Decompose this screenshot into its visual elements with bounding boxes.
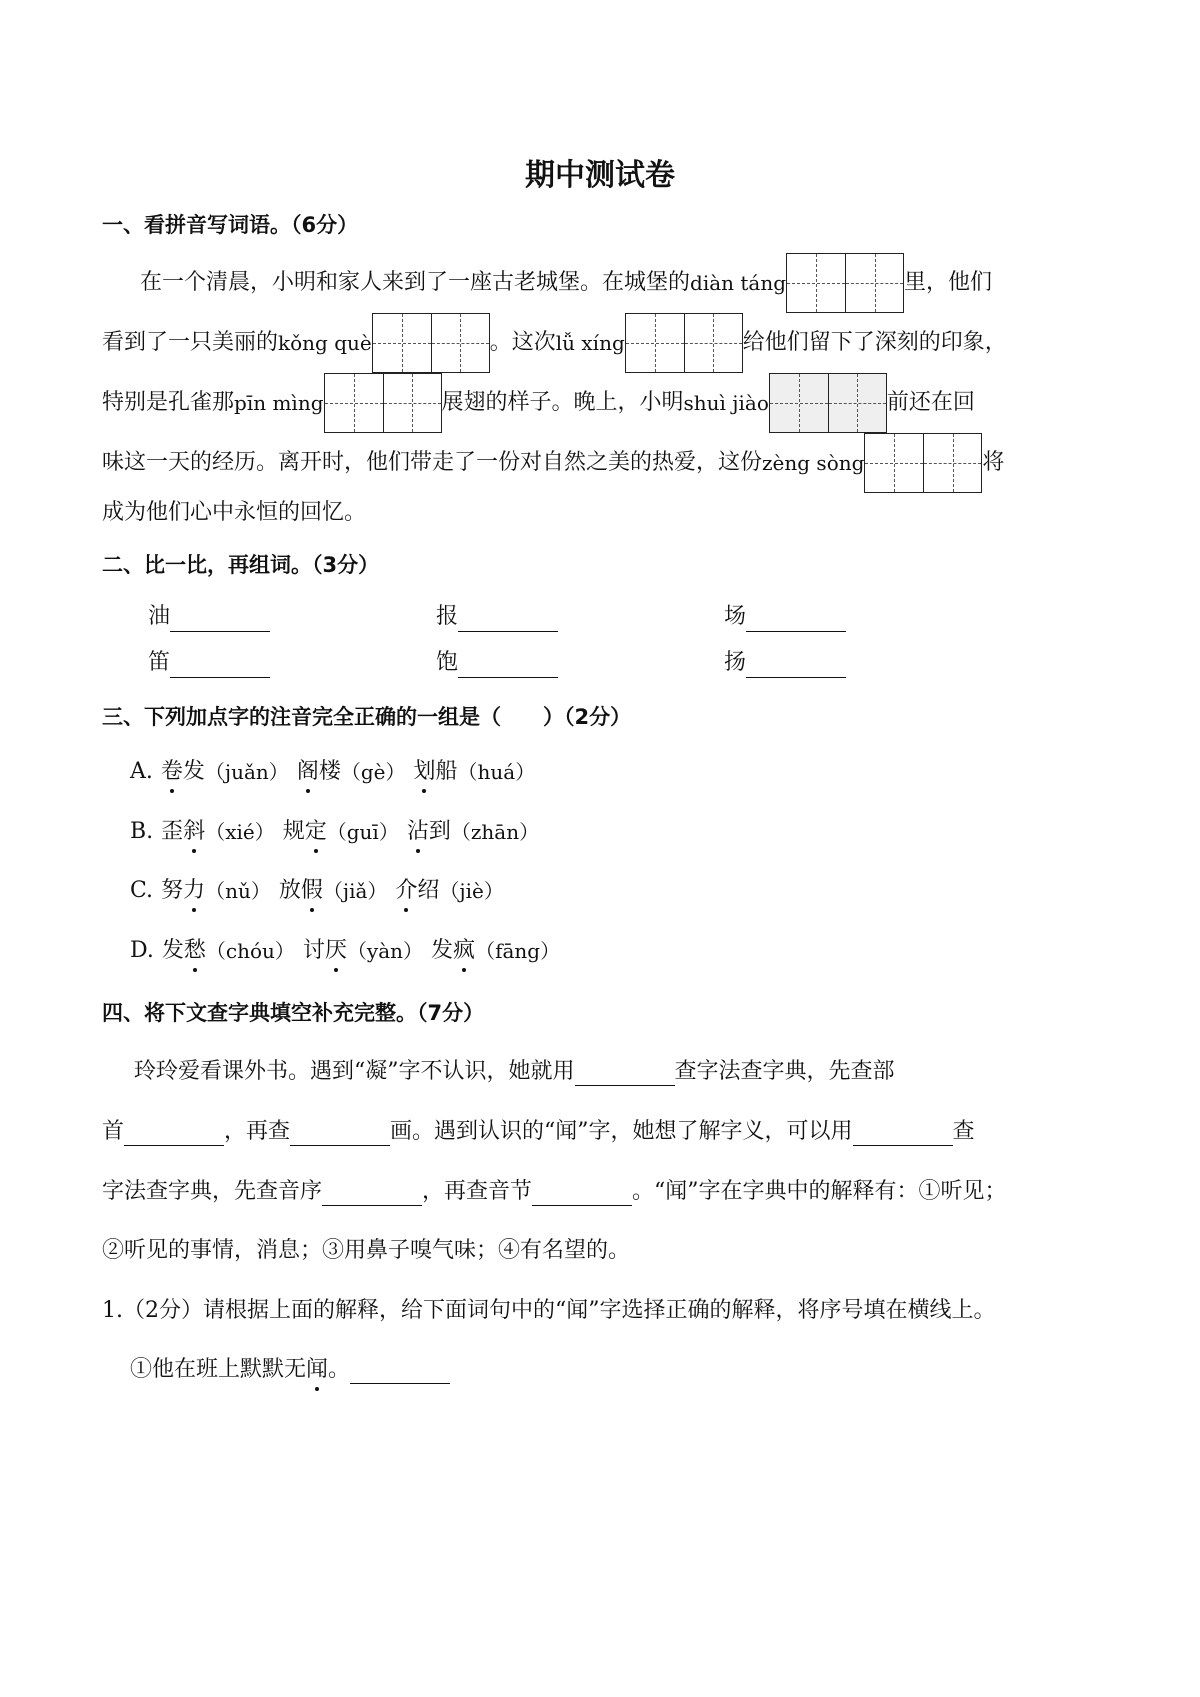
text: 字法查字典，先查音序	[102, 1179, 323, 1204]
answer-blank[interactable]	[853, 1119, 953, 1146]
grid-cell[interactable]	[684, 314, 742, 372]
text: 里，他们	[904, 270, 993, 295]
section2-heading: 二、比一比，再组词。（3分）	[102, 553, 380, 577]
section3-heading: 三、下列加点字的注音完全正确的一组是（ ）（2分）	[102, 705, 632, 729]
dotted-char: 卷	[161, 757, 183, 787]
pinyin: （guī）	[326, 820, 399, 844]
char: 笛	[148, 650, 171, 675]
text: 看到了一只美丽的	[102, 330, 279, 355]
text: ，再查音节	[422, 1179, 533, 1204]
text: 在一个清晨，小明和家人来到了一座古老城堡。在城堡的	[140, 270, 691, 295]
text: 首	[102, 1119, 125, 1144]
compare-item-4	[148, 648, 270, 678]
section4-heading: 四、将下文查字典填空补充完整。（7分）	[102, 1001, 485, 1025]
option-c[interactable]	[0, 876, 1200, 906]
answer-blank[interactable]	[458, 605, 558, 632]
option-label: C.	[130, 878, 154, 903]
page-title: 期中测试卷	[525, 158, 675, 193]
text: ，再查	[224, 1119, 291, 1144]
grid-cell[interactable]	[431, 314, 489, 372]
char: 讨	[302, 938, 325, 963]
section4-question1: 1.（2分）请根据上面的解释，给下面词句中的“闻”字选择正确的解释，将序号填在横线上。	[102, 1298, 996, 1323]
answer-blank[interactable]	[322, 1179, 422, 1206]
pinyin: （xié）	[205, 820, 275, 844]
pinyin: （jiǎ）	[322, 879, 388, 903]
text: 味这一天的经历。离开时，他们带走了一份对自然之美的热爱，这份	[102, 450, 763, 475]
answer-blank[interactable]	[746, 605, 846, 632]
answer-grid-2[interactable]	[372, 313, 490, 373]
answer-blank[interactable]	[170, 651, 270, 678]
grid-cell[interactable]	[373, 314, 431, 372]
compare-item-1	[148, 602, 270, 632]
answer-blank[interactable]	[532, 1179, 632, 1206]
text: ①他在班上默默无	[130, 1357, 307, 1382]
char: 发	[182, 759, 205, 784]
dotted-char: 假	[301, 876, 323, 906]
pinyin-shui-jiao: shuì jiào	[683, 391, 769, 415]
text: 。这次	[489, 330, 556, 355]
option-a[interactable]	[0, 757, 1200, 787]
char: 场	[724, 604, 747, 629]
grid-cell[interactable]	[865, 434, 923, 492]
dotted-char: 介	[395, 876, 417, 906]
section4-para-line3	[0, 1177, 1200, 1207]
text: 前还在回	[886, 390, 975, 415]
grid-cell[interactable]	[828, 374, 886, 432]
char: 努	[161, 878, 184, 903]
dotted-char: 力	[183, 876, 205, 906]
section1-heading: 一、看拼音写词语。（6分）	[102, 213, 359, 237]
compare-item-5	[436, 648, 558, 678]
section1-line5: 成为他们心中永恒的回忆。	[102, 500, 367, 525]
text: 查	[952, 1119, 975, 1144]
section4-para-line4: ②听见的事情，消息；③用鼻子嗅气味；④有名望的。	[102, 1238, 631, 1263]
text: 玲玲爱看课外书。遇到“凝”字不认识，她就用	[134, 1059, 575, 1084]
text: 画。遇到认识的“闻”字，她想了解字义，可以用	[390, 1119, 853, 1144]
pinyin: （zhān）	[450, 820, 540, 844]
text: 展翅的样子。晚上，小明	[441, 390, 684, 415]
grid-cell[interactable]	[787, 254, 845, 312]
answer-blank[interactable]	[350, 1357, 450, 1384]
answer-blank[interactable]	[124, 1119, 224, 1146]
answer-blank[interactable]	[170, 605, 270, 632]
answer-grid-5[interactable]	[769, 373, 887, 433]
section1-line3	[0, 373, 1200, 433]
dotted-char: 划	[413, 757, 435, 787]
section1-line4	[0, 433, 1200, 493]
section1-line1	[0, 253, 1200, 313]
grid-cell[interactable]	[626, 314, 684, 372]
dotted-char: 愁	[184, 936, 206, 966]
char: 船	[435, 759, 458, 784]
text: 。“闻”字在字典中的解释有：①听见；	[632, 1179, 1007, 1204]
dotted-char: 阁	[297, 757, 319, 787]
char: 扬	[724, 650, 747, 675]
pinyin-zeng-song: zèng sòng	[762, 451, 865, 475]
text: 将	[982, 450, 1005, 475]
char: 发	[161, 938, 184, 963]
char: 油	[148, 604, 171, 629]
option-b[interactable]	[0, 817, 1200, 847]
dotted-char: 定	[305, 817, 327, 847]
answer-grid-3[interactable]	[625, 313, 743, 373]
answer-grid-6[interactable]	[864, 433, 982, 493]
char: 报	[436, 604, 459, 629]
section1-line2	[0, 313, 1200, 373]
answer-blank[interactable]	[746, 651, 846, 678]
pinyin-lv-xing: lǚ xíng	[555, 331, 625, 355]
char: 发	[431, 938, 454, 963]
section4-para-line1	[0, 1057, 1200, 1087]
dotted-char: 沾	[407, 817, 429, 847]
pinyin-kong-que: kǒng què	[278, 331, 372, 355]
text: 给他们留下了深刻的印象，	[742, 330, 1007, 355]
option-label: A.	[130, 759, 153, 784]
compare-item-6	[724, 648, 846, 678]
grid-cell[interactable]	[845, 254, 903, 312]
grid-cell[interactable]	[923, 434, 981, 492]
section4-question1-item1	[0, 1355, 1200, 1385]
answer-blank[interactable]	[458, 651, 558, 678]
dotted-char: 厌	[325, 936, 347, 966]
grid-cell[interactable]	[770, 374, 828, 432]
grid-cell[interactable]	[383, 374, 441, 432]
dotted-char: 闻	[306, 1355, 328, 1385]
char: 放	[278, 878, 301, 903]
char: 规	[282, 819, 305, 844]
pinyin: （gè）	[340, 760, 406, 784]
option-label: B.	[130, 819, 154, 844]
text: 查字法查字典，先查部	[674, 1059, 895, 1084]
pinyin: （chóu）	[205, 939, 295, 963]
answer-blank[interactable]	[290, 1119, 390, 1146]
compare-item-3	[724, 602, 846, 632]
dotted-char: 疯	[453, 936, 475, 966]
option-label: D.	[130, 938, 154, 963]
pinyin: （fāng）	[475, 939, 561, 963]
char: 饱	[436, 650, 459, 675]
char: 歪	[161, 819, 184, 844]
char: 绍	[417, 878, 440, 903]
grid-cell[interactable]	[325, 374, 383, 432]
pinyin: （yàn）	[346, 939, 424, 963]
compare-item-2	[436, 602, 558, 632]
text: 特别是孔雀那	[102, 390, 235, 415]
pinyin: （nǔ）	[205, 879, 271, 903]
pinyin-pin-ming: pīn mìng	[234, 391, 324, 415]
option-d[interactable]	[0, 936, 1200, 966]
answer-grid-4[interactable]	[324, 373, 442, 433]
dotted-char: 斜	[183, 817, 205, 847]
pinyin-dian-tang: diàn táng	[690, 271, 787, 295]
char: 楼	[318, 759, 341, 784]
section4-para-line2	[0, 1117, 1200, 1147]
answer-grid-1[interactable]	[786, 253, 904, 313]
pinyin: （huá）	[457, 760, 536, 784]
pinyin: （jiè）	[439, 879, 504, 903]
pinyin: （juǎn）	[204, 760, 289, 784]
char: 到	[428, 819, 451, 844]
text: 。	[328, 1357, 351, 1382]
answer-blank[interactable]	[575, 1059, 675, 1086]
